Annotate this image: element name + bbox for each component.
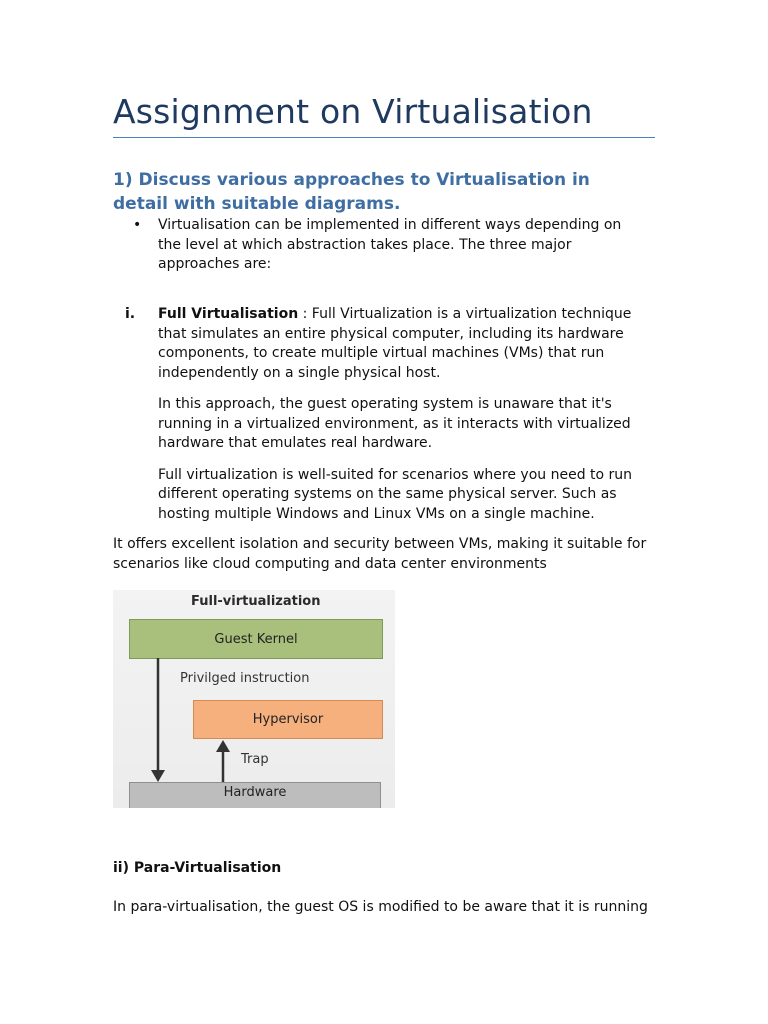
privileged-instruction-label: Privilged instruction	[180, 671, 310, 686]
document-title: Assignment on Virtualisation	[113, 92, 593, 131]
hardware-label: Hardware	[223, 785, 287, 800]
para-virtualisation-paragraph: In para-virtualisation, the guest OS is modified to be aware that it is running	[113, 899, 648, 915]
full-virtualisation-paragraph-3: Full virtualization is well-suited for scenarios where you need to run different operating systems on the same physical server. Such as hosting multiple Windows and Linux VMs on a single machine.	[158, 466, 633, 522]
para-virtualisation-heading: ii) Para-Virtualisation	[113, 860, 282, 876]
guest-kernel-label: Guest Kernel	[214, 631, 298, 647]
diagram-arrows	[113, 590, 395, 808]
full-virtualisation-paragraph-2: In this approach, the guest operating system is unaware that it's running in a virtualized environment, as it interacts with virtualized hardware that emulates real hardware.	[158, 396, 631, 451]
full-virtualisation-term: Full Virtualisation	[158, 306, 299, 322]
full-virtualization-diagram	[113, 590, 395, 808]
isolation-paragraph: It offers excellent isolation and security between VMs, making it suitable for scenarios like cloud computing and data center environments	[113, 536, 647, 572]
full-virtualisation-paragraph-1	[158, 305, 648, 383]
full-virtualisation-definition: : Full Virtualization is a virtualization technique that simulates an entire physical computer, including its hardware components, to create multiple virtual machines (VMs) that run independently on a single physical host.	[158, 306, 632, 381]
intro-bullet-text: Virtualisation can be implemented in different ways depending on the level at which abstraction takes place. The three major approaches are:	[158, 217, 622, 272]
privileged-arrow	[151, 658, 165, 782]
roman-numeral-marker: i.	[125, 306, 136, 322]
hypervisor-label: Hypervisor	[252, 712, 324, 727]
diagram-title: Full-virtualization	[191, 594, 321, 609]
question-heading: 1) Discuss various approaches to Virtualisation in detail with suitable diagrams.	[113, 170, 590, 214]
title-underline	[113, 137, 655, 138]
trap-label: Trap	[241, 752, 269, 767]
trap-arrow	[216, 740, 230, 782]
full-virtualisation-text	[158, 305, 648, 536]
bullet-marker: •	[133, 217, 142, 233]
